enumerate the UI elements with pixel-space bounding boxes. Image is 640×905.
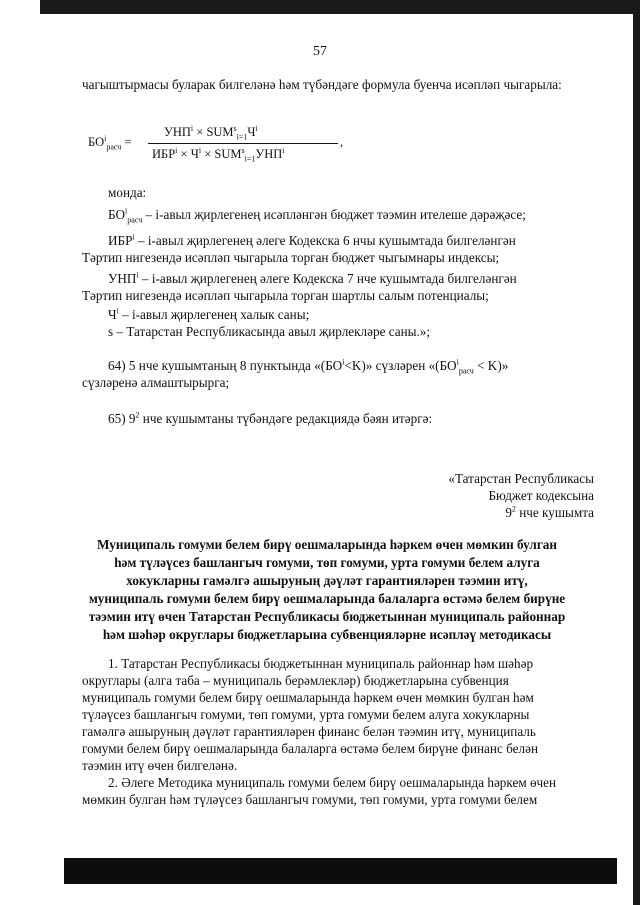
heading-line: тәэмин итү өчен Татарстан Республикасы бюджетыннан муниципаль районнар [88, 609, 566, 624]
para1-line: тәэмин итү өчен билгеләнә. [82, 758, 238, 773]
item-64-line2: сүзләренә алмаштырырга; [82, 375, 230, 390]
scan-border-bottom [64, 858, 617, 884]
addressee-line3: $9^2$ нче кушымта [505, 504, 594, 520]
heading-line: муниципаль гомуми белем бирү оешмаларында балаларга өстәмә белем бирүне [88, 591, 566, 606]
para1-line: муниципаль гомуми белем бирү оешмаларында һәркем өчен мөмкин булган һәм [82, 690, 534, 705]
item-65: 65) $9^2$ нче кушымтаны түбәндәге редакциядә бәян итәргә: [108, 410, 433, 426]
fraction-bar [148, 143, 338, 144]
def-unp-line2: Тәртип нигезендә исәпләп чыгарыла торган шартлы салым потенциалы; [82, 288, 489, 303]
item-64-line1: 64) 5 нче кушымтаның 8 пунктында «$(БО^i<K)$» сүзләрен «$(БО^i_{расч} < K)$» [108, 357, 509, 376]
addressee-line1: «Татарстан Республикасы [448, 471, 594, 486]
para1-line: гамәлгә ашыруның дәүләт гарантияләрен финанс белән тәэмин итү, муниципаль [82, 724, 536, 739]
def-ibr-line2: Тәртип нигезендә исәпләп чыгарыла торган бюджет чыгымнары индексы; [82, 250, 500, 265]
heading-line: һәм түләүсез башлангыч гомуми, төп гомуми, урта гомуми белем алуга [114, 555, 540, 570]
heading-line: һәм шәһәр округлары бюджетларына субвенцияләрне исәпләү методикасы [102, 627, 552, 642]
def-s: s – Татарстан Республикасында авыл җирлекләре саны.»; [108, 324, 431, 339]
formula-numerator: $УНП^i \times SUM^s_{i=1}Ч^i$ [164, 123, 258, 142]
para2-line: 2. Әлеге Методика муниципаль гомуми белем бирү оешмаларында һәркем өчен [108, 775, 557, 790]
para1-line: гомуми белем бирү оешмаларында балаларга өстәмә белем бирүне финанс белән [82, 741, 538, 756]
para2-line: мөмкин булган һәм түләүсез башлангыч гомуми, төп гомуми, урта гомуми белем [82, 792, 538, 807]
para1-line: түләүсез башлангыч гомуми, төп гомуми, урта гомуми белем алуга хокукларны [82, 707, 530, 722]
scan-border-right [633, 0, 640, 905]
para1-line: округлары (алга таба – муниципаль берәмлекләр) бюджетларына субвенция [82, 673, 509, 688]
formula-tail: , [340, 135, 344, 149]
def-unp-line1: УНП$^i$ – i-авыл җирлегенең әлеге Кодекска 7 нче кушымтада билгеләнгән [108, 270, 517, 286]
formula-lhs: $БО^i_{расч}$ = [88, 133, 132, 152]
formula [88, 121, 344, 171]
para1-line: 1. Татарстан Республикасы бюджетыннан муниципаль районнар һәм шәһәр [108, 656, 534, 671]
methodology-heading [72, 536, 582, 644]
intro-paragraph: чагыштырмасы буларак билгеләнә һәм түбәндәге формула буенча исәпләп чыгарыла: [82, 77, 562, 92]
monda-label: монда: [108, 185, 147, 200]
heading-line: хокукларны гамәлгә ашыруның дәүләт гарантияләрен тәэмин итү, [126, 573, 528, 588]
page-number: 57 [313, 44, 327, 59]
addressee-line2: Бюджет кодексына [488, 488, 594, 503]
formula-denominator: $ИБР^i \times Ч^i \times SUM^s_{i=1}УНП^i$ [152, 145, 285, 164]
def-ibr-line1: ИБР$^i$ – i-авыл җирлегенең әлеге Кодекска 6 нчы кушымтада билгеләнгән [108, 232, 516, 248]
def-bo: $БО^i_{расч}$ – i-авыл җирлегенең исәпләнгән бюджет тәэмин ителеше дәрәҗәсе; [108, 206, 526, 225]
scan-border-top [40, 0, 640, 14]
heading-line: Муниципаль гомуми белем бирү оешмаларында һәркем өчен мөмкин булган [97, 537, 557, 552]
def-ch: $Ч^i$ – i-авыл җирлегенең халык саны; [108, 306, 310, 322]
